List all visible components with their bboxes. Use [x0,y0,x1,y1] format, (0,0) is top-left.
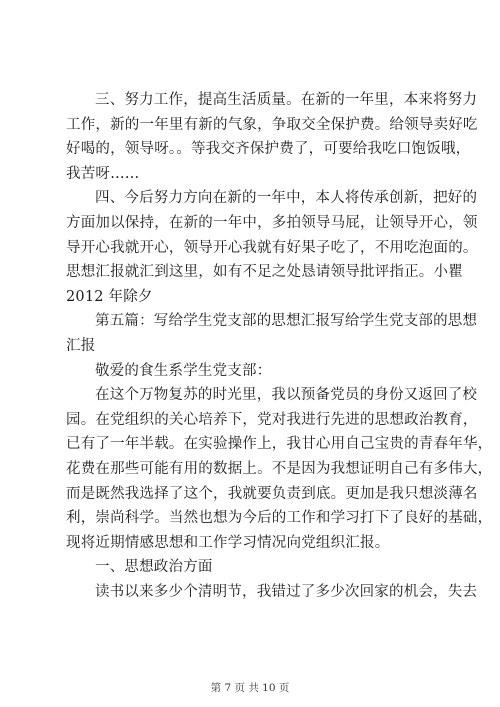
text-line: 在这个万物复苏的时光里，我以预备党员的身份又返回了校 [95,387,478,404]
text-line: 2012 年除夕 [66,288,153,305]
text-line: 利，崇尚科学。当然也想为今后的工作和学习打下了良好的基础， [66,510,493,527]
text-line: 一、思想政治方面 [95,559,213,576]
text-line: 导开心我就开心，领导开心我就有好果子吃了，不用吃泡面的。 [66,239,478,256]
text-line: 敬爱的食生系学生党支部： [95,362,272,379]
text-line: 已有了一年半载。在实验操作上，我甘心用自己宝贵的青春年华， [66,436,493,453]
text-line: 而是既然我选择了这个，我就要负责到底。更加是我只想淡薄名 [66,485,478,502]
text-line: 花费在那些可能有用的数据上。不是因为我想证明自己有多伟大， [66,460,493,477]
text-line: 我苦呀…… [66,165,140,182]
text-line: 读书以来多少个清明节，我错过了多少次回家的机会，失去 [95,583,478,600]
text-line: 思想汇报就汇到这里，如有不足之处恳请领导批评指正。小瞿 [66,264,463,281]
text-line: 园。在党组织的关心培养下，党对我进行先进的思想政治教育， [66,411,478,428]
text-line: 汇报 [66,337,96,354]
text-line: 第五篇：写给学生党支部的思想汇报写给学生党支部的思想 [95,313,478,330]
page-footer: 第 7 页 共 10 页 [210,682,290,694]
document-body [66,88,493,604]
text-line: 方面加以保持，在新的一年中，多拍领导马屁，让领导开心，领 [66,214,478,231]
text-line: 现将近期情感思想和工作学习情况向党组织汇报。 [66,534,390,551]
text-line: 四、今后努力方向在新的一年中，本人将传承创新，把好的 [95,190,478,207]
text-line: 三、努力工作，提高生活质量。在新的一年里，本来将努力 [95,92,478,108]
text-line: 好喝的，领导呀。。等我交齐保护费了，可要给我吃口饱饭哦， [66,141,471,158]
text-line: 工作，新的一年里有新的气象，争取交全保护费。给领导卖好吃 [66,116,478,133]
